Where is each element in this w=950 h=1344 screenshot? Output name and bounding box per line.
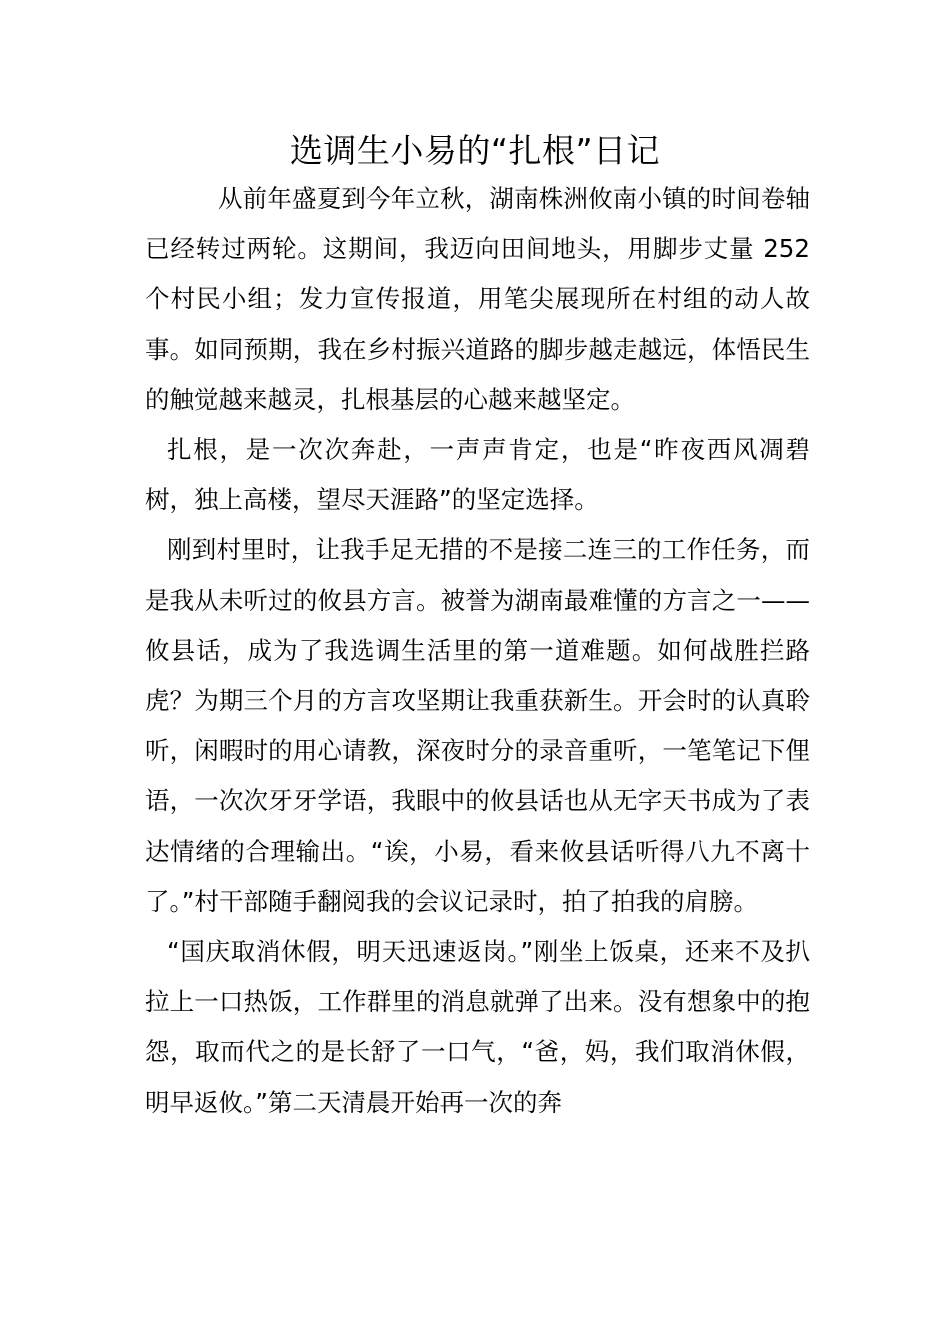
document-body xyxy=(145,174,810,1128)
document-title: 选调生小易的“扎根”日记 xyxy=(289,131,661,170)
paragraph-4: “国庆取消休假，明天迅速返岗。”刚坐上饭桌，还来不及扒拉上一口热饭，工作群里的消息就弹了出来。没有想象中的抱怨，取而代之的是长舒了一口气，“爸，妈，我们取消休假，明早返攸。”第二天清晨开始再一次的奔 xyxy=(145,937,810,1117)
paragraph-1: 从前年盛夏到今年立秋，湖南株洲攸南小镇的时间卷轴已经转过两轮。这期间，我迈向田间地头，用脚步丈量 252 个村民小组；发力宣传报道，用笔尖展现所在村组的动人故事。如同预期，我在乡村振兴道路的脚步越走越远，体悟民生的触觉越来越灵，扎根基层的心越来越坚定。 xyxy=(145,184,810,414)
paragraph-2: 扎根，是一次次奔赴，一声声肯定，也是“昨夜西风凋碧树，独上高楼，望尽天涯路”的坚定选择。 xyxy=(145,435,810,515)
paragraph-3: 刚到村里时，让我手足无措的不是接二连三的工作任务，而是我从未听过的攸县方言。被誉为湖南最难懂的方言之一——攸县话，成为了我选调生活里的第一道难题。如何战胜拦路虎？为期三个月的方言攻坚期让我重获新生。开会时的认真聆听，闲暇时的用心请教，深夜时分的录音重听，一笔笔记下俚语，一次次牙牙学语，我眼中的攸县话也从无字天书成为了表达情绪的合理输出。“诶，小易，看来攸县话听得八九不离十了。”村干部随手翻阅我的会议记录时，拍了拍我的肩膀。 xyxy=(145,535,810,916)
